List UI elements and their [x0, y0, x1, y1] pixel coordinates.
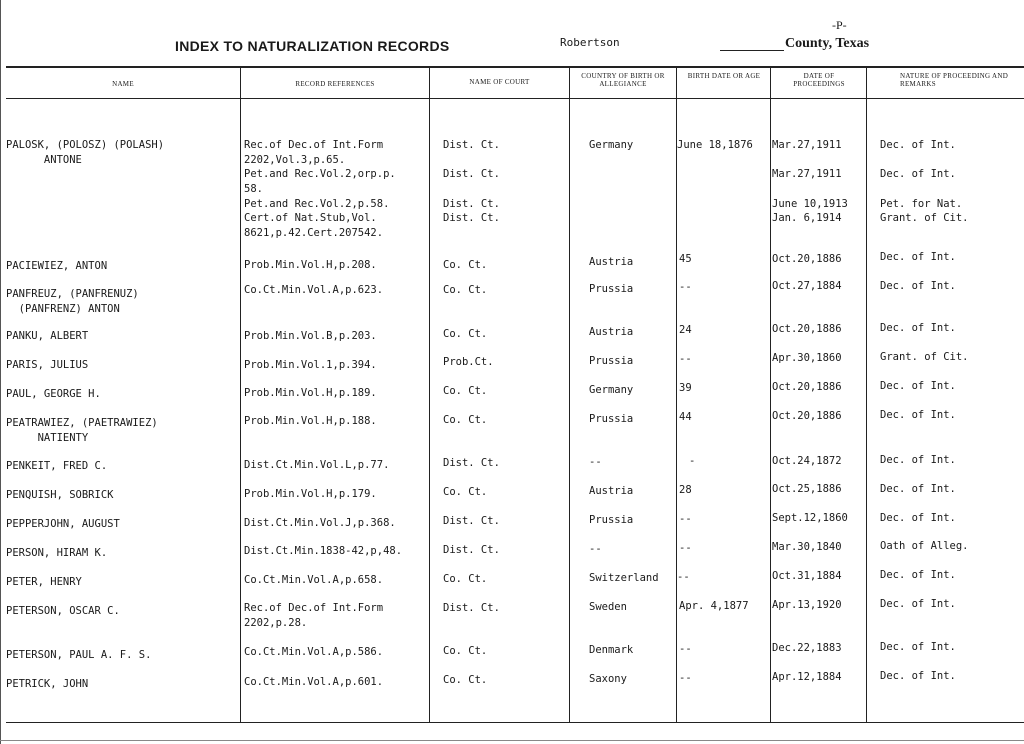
cell-nature: Pet. for Nat. [880, 198, 963, 210]
cell-nature: Dec. of Int. [880, 251, 956, 263]
cell-nature: Dec. of Int. [880, 409, 956, 421]
cell-name: PETERSON, PAUL A. F. S. [6, 649, 152, 661]
cell-name: PAUL, GEORGE H. [6, 388, 101, 400]
column-header-nature: NATURE OF PROCEEDING AND REMARKS [900, 72, 1009, 88]
cell-birth: -- [677, 571, 690, 583]
cell-nature: Dec. of Int. [880, 598, 956, 610]
cell-nature: Dec. of Int. [880, 168, 956, 180]
cell-record: Co.Ct.Min.Vol.A,p.601. [244, 676, 384, 688]
cell-court: Dist. Ct. [443, 139, 500, 151]
cell-date: Mar.27,1911 [772, 139, 842, 151]
cell-name: PANKU, ALBERT [6, 330, 89, 342]
cell-record: Dist.Ct.Min.Vol.J,p.368. [244, 517, 396, 529]
cell-birth: -- [679, 672, 692, 684]
cell-country: -- [589, 456, 602, 468]
cell-country: Germany [589, 139, 634, 151]
cell-name: PETRICK, JOHN [6, 678, 89, 690]
cell-name: PANFREUZ, (PANFRENUZ) (PANFRENZ) ANTON [6, 288, 139, 315]
cell-nature: Dec. of Int. [880, 569, 956, 581]
column-header-court: NAME OF COURT [469, 78, 530, 86]
cell-nature: Grant. of Cit. [880, 351, 969, 363]
cell-country: -- [589, 543, 602, 555]
cell-birth: -- [679, 542, 692, 554]
cell-court: Co. Ct. [443, 414, 488, 426]
cell-name: PEATRAWIEZ, (PAETRAWIEZ) NATIENTY [6, 417, 158, 444]
col-divider [429, 66, 430, 723]
column-header-name: NAME [112, 80, 134, 88]
cell-country: Austria [589, 485, 634, 497]
cell-record: Prob.Min.Vol.H,p.208. [244, 259, 377, 271]
cell-nature: Dec. of Int. [880, 454, 956, 466]
col-divider [676, 66, 677, 723]
cell-date: Oct.24,1872 [772, 455, 842, 467]
cell-birth: -- [679, 643, 692, 655]
cell-court: Dist. Ct. [443, 457, 500, 469]
cell-record: Prob.Min.Vol.1,p.394. [244, 359, 377, 371]
cell-court: Co. Ct. [443, 674, 488, 686]
section-letter: -P- [832, 18, 847, 32]
cell-name: PALOSK, (POLOSZ) (POLASH) ANTONE [6, 139, 165, 166]
cell-nature: Dec. of Int. [880, 512, 956, 524]
cell-date: Sept.12,1860 [772, 512, 848, 524]
cell-court: Prob.Ct. [443, 356, 494, 368]
cell-court: Co. Ct. [443, 385, 488, 397]
cell-birth: -- [679, 281, 692, 293]
cell-court: Co. Ct. [443, 259, 488, 271]
cell-birth: -- [679, 513, 692, 525]
cell-birth: Apr. 4,1877 [679, 600, 749, 612]
cell-date: Dec.22,1883 [772, 642, 842, 654]
cell-court: Co. Ct. [443, 328, 488, 340]
cell-birth: 28 [679, 484, 692, 496]
cell-country: Prussia [589, 413, 634, 425]
cell-name: PETERSON, OSCAR C. [6, 605, 120, 617]
cell-record: Rec.of Dec.of Int.Form 2202,Vol.3,p.65. [244, 139, 384, 166]
cell-nature: Dec. of Int. [880, 280, 956, 292]
cell-court: Dist. Ct. [443, 602, 500, 614]
cell-country: Austria [589, 326, 634, 338]
cell-date: Oct.20,1886 [772, 410, 842, 422]
cell-date: Apr.13,1920 [772, 599, 842, 611]
page-bottom-rule [0, 740, 1024, 741]
cell-country: Prussia [589, 283, 634, 295]
page-edge [0, 0, 1, 744]
cell-date: Apr.30,1860 [772, 352, 842, 364]
cell-date: June 10,1913 [772, 198, 848, 210]
cell-date: Oct.31,1884 [772, 570, 842, 582]
cell-court: Co. Ct. [443, 284, 488, 296]
col-divider [866, 66, 867, 723]
cell-date: Mar.27,1911 [772, 168, 842, 180]
cell-record: Prob.Min.Vol.H,p.188. [244, 415, 377, 427]
cell-name: PEPPERJOHN, AUGUST [6, 518, 120, 530]
cell-nature: Dec. of Int. [880, 380, 956, 392]
cell-record: Pet.and Rec.Vol.2,orp.p. 58. [244, 168, 396, 195]
cell-country: Denmark [589, 644, 634, 656]
col-divider [240, 66, 241, 723]
cell-court: Co. Ct. [443, 645, 488, 657]
cell-name: PETER, HENRY [6, 576, 82, 588]
cell-country: Switzerland [589, 572, 659, 584]
cell-country: Germany [589, 384, 634, 396]
cell-country: Prussia [589, 355, 634, 367]
cell-date: Apr.12,1884 [772, 671, 842, 683]
column-header-date: DATE OF PROCEEDINGS [793, 72, 845, 88]
cell-date: Oct.27,1884 [772, 280, 842, 292]
cell-record: Prob.Min.Vol.H,p.179. [244, 488, 377, 500]
page-title: INDEX TO NATURALIZATION RECORDS [175, 38, 450, 54]
cell-country: Austria [589, 256, 634, 268]
cell-birth: 39 [679, 382, 692, 394]
cell-court: Co. Ct. [443, 573, 488, 585]
cell-record: Dist.Ct.Min.1838-42,p,48. [244, 545, 403, 557]
county-underline [720, 50, 784, 51]
cell-birth: 45 [679, 253, 692, 265]
cell-record: Co.Ct.Min.Vol.A,p.623. [244, 284, 384, 296]
cell-nature: Grant. of Cit. [880, 212, 969, 224]
column-header-birth: BIRTH DATE OR AGE [687, 72, 761, 80]
cell-date: Oct.20,1886 [772, 381, 842, 393]
cell-record: Dist.Ct.Min.Vol.L,p.77. [244, 459, 390, 471]
cell-name: PENKEIT, FRED C. [6, 460, 108, 472]
col-divider [569, 66, 570, 723]
cell-date: Oct.25,1886 [772, 483, 842, 495]
cell-country: Prussia [589, 514, 634, 526]
cell-court: Dist. Ct. [443, 544, 500, 556]
county-name: Robertson [560, 36, 620, 49]
cell-record: Co.Ct.Min.Vol.A,p.586. [244, 646, 384, 658]
cell-name: PENQUISH, SOBRICK [6, 489, 114, 501]
cell-birth: 44 [679, 411, 692, 423]
cell-nature: Dec. of Int. [880, 483, 956, 495]
col-divider [770, 66, 771, 723]
cell-birth: 24 [679, 324, 692, 336]
cell-name: PACIEWIEZ, ANTON [6, 260, 108, 272]
cell-nature: Dec. of Int. [880, 322, 956, 334]
cell-record: Cert.of Nat.Stub,Vol. 8621,p.42.Cert.207542. [244, 212, 384, 239]
table-bottom-rule [6, 722, 1024, 723]
cell-country: Sweden [589, 601, 627, 613]
cell-birth: - [689, 455, 696, 467]
cell-name: PERSON, HIRAM K. [6, 547, 108, 559]
cell-record: Pet.and Rec.Vol.2,p.58. [244, 198, 390, 210]
cell-birth: June 18,1876 [677, 139, 753, 151]
cell-court: Dist. Ct. [443, 212, 500, 224]
cell-court: Dist. Ct. [443, 198, 500, 210]
cell-date: Mar.30,1840 [772, 541, 842, 553]
cell-record: Prob.Min.Vol.H,p.189. [244, 387, 377, 399]
cell-nature: Dec. of Int. [880, 139, 956, 151]
header-top-rule [6, 66, 1024, 68]
county-label: County, Texas [785, 36, 870, 51]
cell-court: Co. Ct. [443, 486, 488, 498]
cell-nature: Dec. of Int. [880, 670, 956, 682]
cell-nature: Dec. of Int. [880, 641, 956, 653]
cell-nature: Oath of Alleg. [880, 540, 969, 552]
cell-court: Dist. Ct. [443, 515, 500, 527]
cell-date: Oct.20,1886 [772, 323, 842, 335]
cell-record: Prob.Min.Vol.B,p.203. [244, 330, 377, 342]
cell-date: Oct.20,1886 [772, 253, 842, 265]
column-header-record: RECORD REFERENCES [295, 80, 375, 88]
cell-country: Saxony [589, 673, 627, 685]
header-bottom-rule [6, 98, 1024, 99]
column-header-country: COUNTRY OF BIRTH OR ALLEGIANCE [581, 72, 665, 88]
cell-record: Rec.of Dec.of Int.Form 2202,p.28. [244, 602, 384, 629]
cell-name: PARIS, JULIUS [6, 359, 89, 371]
cell-record: Co.Ct.Min.Vol.A,p.658. [244, 574, 384, 586]
cell-birth: -- [679, 353, 692, 365]
cell-date: Jan. 6,1914 [772, 212, 842, 224]
cell-court: Dist. Ct. [443, 168, 500, 180]
